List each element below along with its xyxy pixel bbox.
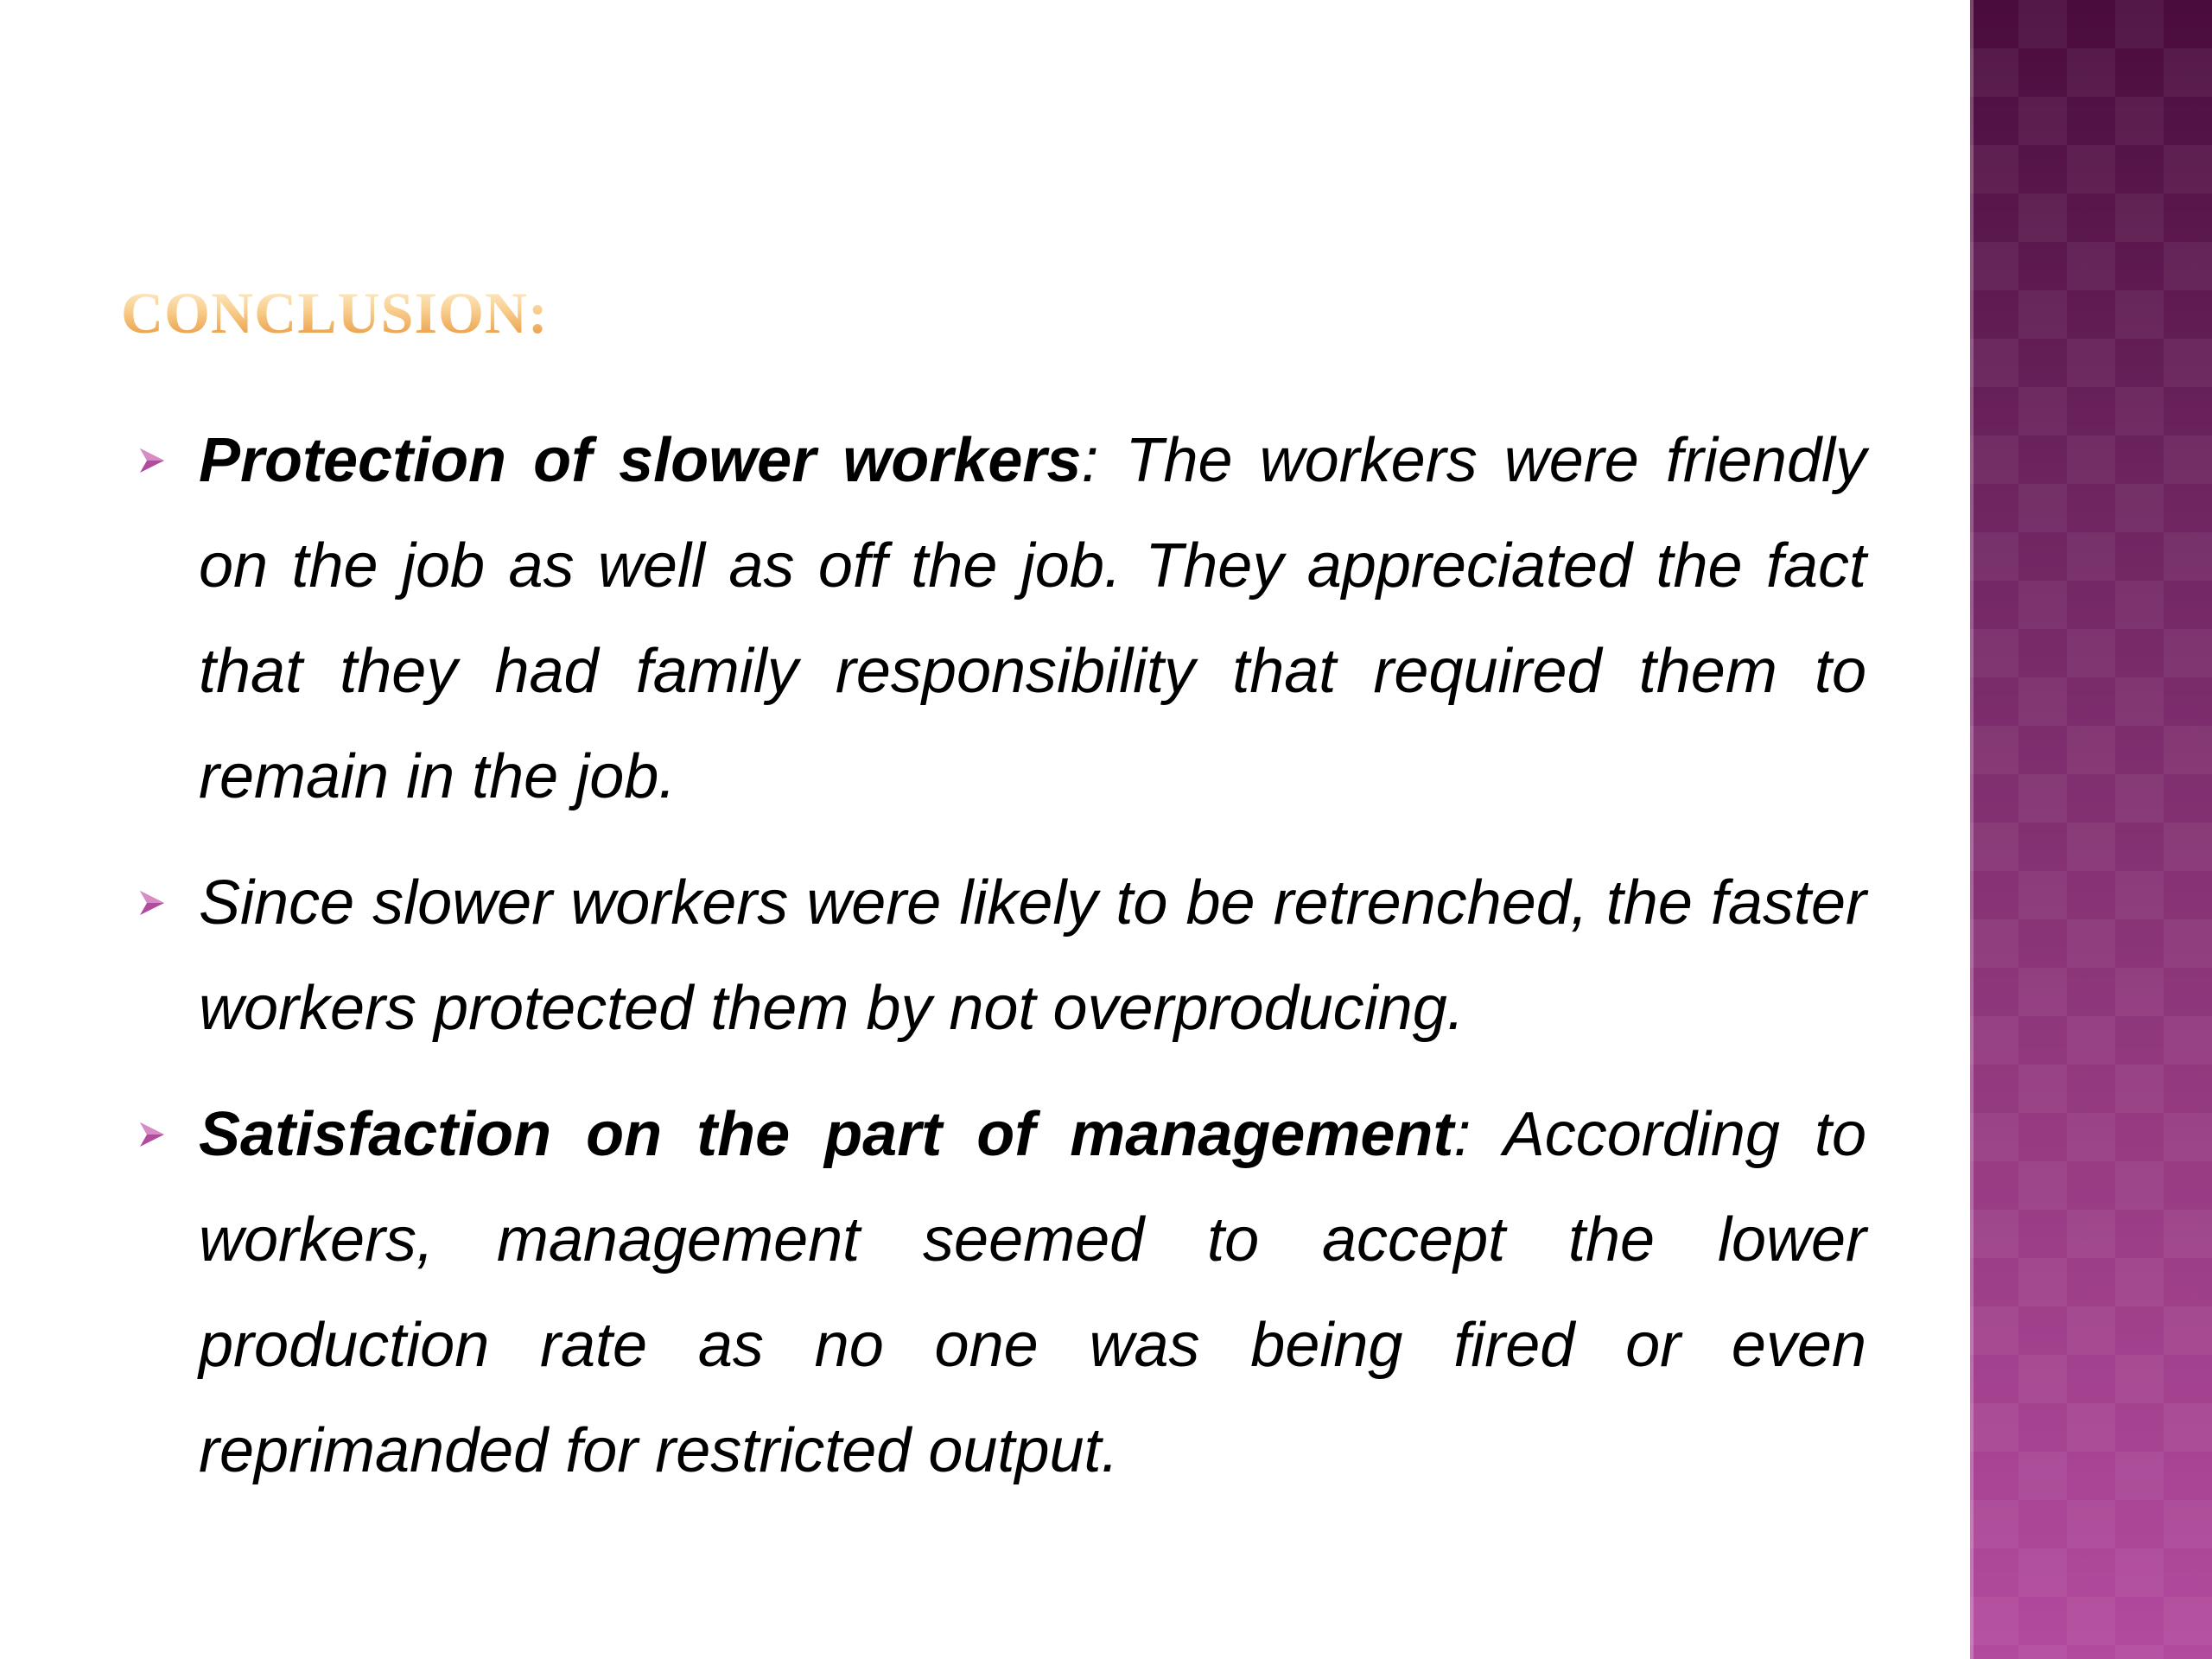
bullet-term: Protection of slower workers bbox=[199, 426, 1082, 495]
slide-title: CONCLUSION: bbox=[121, 280, 549, 346]
bullet-text: The workers were friendly on the job as well as off the job. They appreciated the fact that they had family responsibility that required them to remain in the job. bbox=[199, 426, 1866, 811]
bullet-item-management bbox=[138, 1082, 1866, 1503]
bullet-text: Since slower workers were likely to be retrenched, the faster workers protected them by not overproducing. bbox=[199, 868, 1866, 1043]
bullet-separator: : bbox=[1453, 1100, 1471, 1169]
arrow-bullet-icon bbox=[138, 850, 173, 956]
arrow-bullet-icon bbox=[138, 408, 173, 513]
diamond-pattern bbox=[1970, 0, 2212, 1659]
bullet-item-slower-workers bbox=[138, 408, 1866, 830]
bullet-item-retrenched bbox=[138, 850, 1866, 1061]
decorative-side-band bbox=[1970, 0, 2212, 1659]
bullet-separator: : bbox=[1081, 426, 1099, 495]
bullet-text: According to workers, management seemed to accept the lower production rate as no one was being fired or even reprimanded for restricted output. bbox=[199, 1100, 1866, 1485]
side-band-edge bbox=[1970, 0, 1974, 1659]
bullet-list bbox=[138, 408, 1866, 1524]
bullet-term: Satisfaction on the part of management bbox=[199, 1100, 1454, 1169]
arrow-bullet-icon bbox=[138, 1082, 173, 1187]
